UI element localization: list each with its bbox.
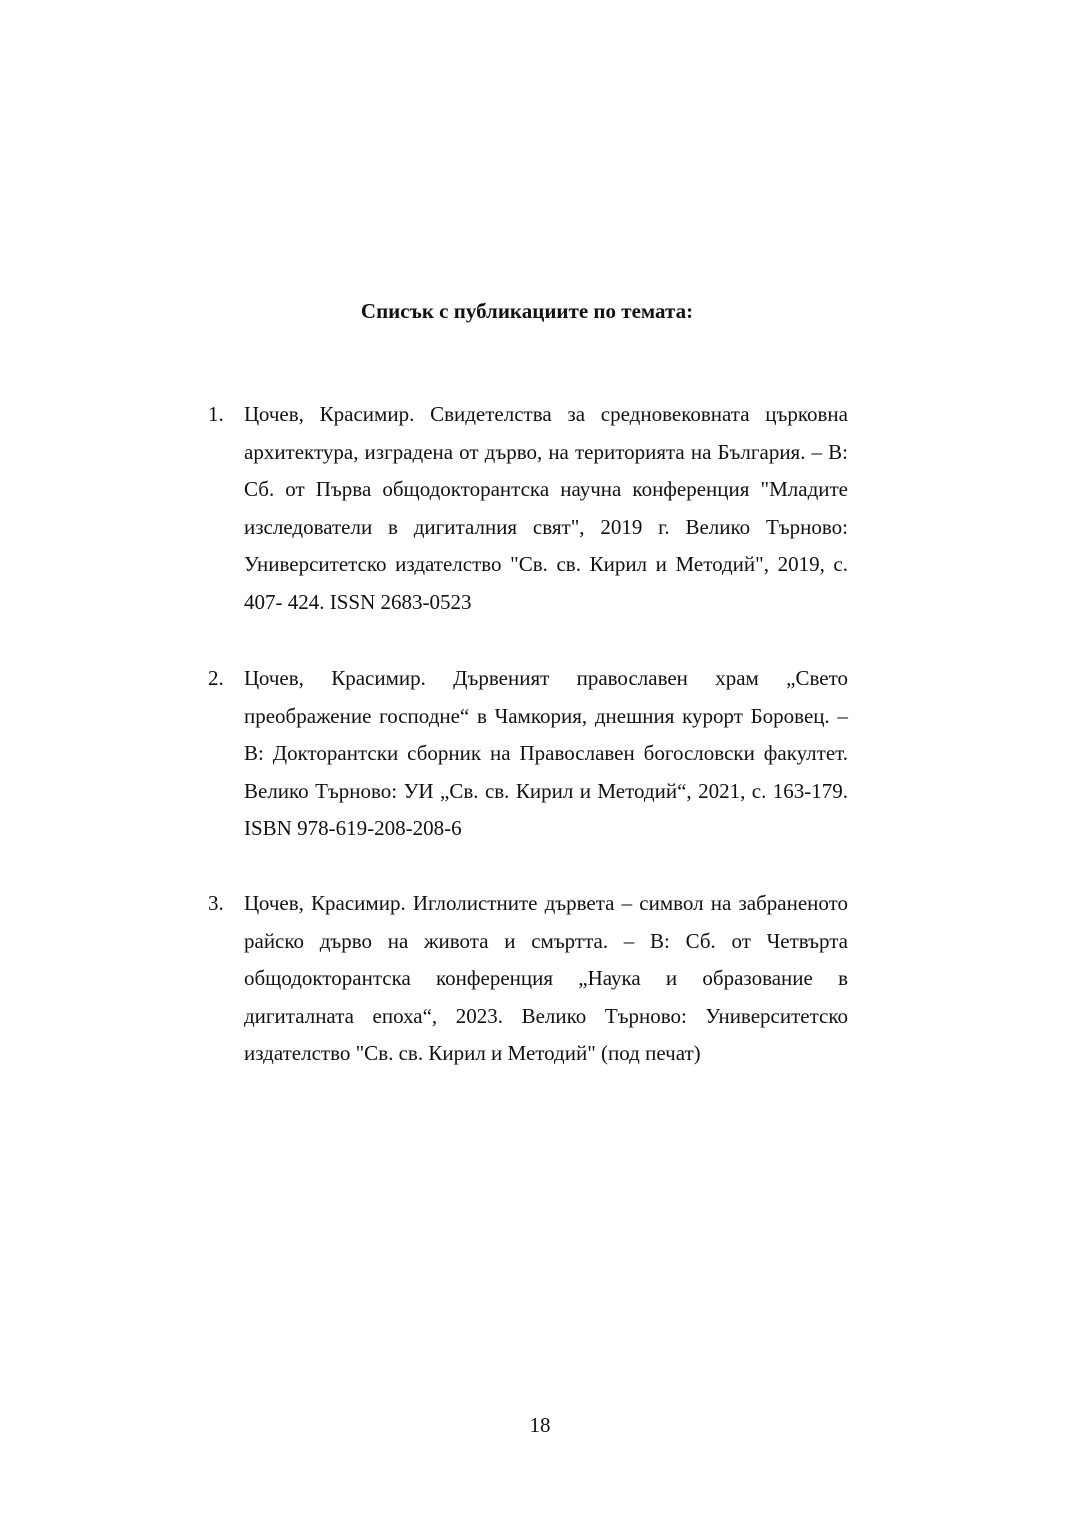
page-number: 18 <box>529 1413 551 1437</box>
page-title: Списък с публикациите по темата: <box>360 299 694 323</box>
publication-number: 3. <box>208 891 224 915</box>
publication-item <box>200 396 848 621</box>
publication-citation: Цочев, Красимир. Свидетелства за средновековната църковна архитектура, изградена от дърво, на територията на България. – В: Сб. от Първа общодокторантска научна конференция "Младите изследователи в дигиталния свят", 2019 г. Велико Търново: Университетско издателство "Св. св. Кирил и Методий", 2019, с. 407- 424. ISSN 2683-0523 <box>244 402 848 614</box>
publication-citation: Цочев, Красимир. Дървеният православен храм „Свето преображение господне“ в Чамкория, днешния курорт Боровец. – В: Докторантски сборник на Православен богословски факултет. Велико Търново: УИ „Св. св. Кирил и Методий“, 2021, с. 163-179. ISBN 978-619-208-208-6 <box>244 666 848 840</box>
publication-number: 2. <box>208 666 224 690</box>
publication-number: 1. <box>208 402 224 426</box>
publication-item <box>200 885 848 1073</box>
publication-item <box>200 660 848 848</box>
publication-citation: Цочев, Красимир. Иглолистните дървета – символ на забраненото райско дърво на живота и смъртта. – В: Сб. от Четвърта общодокторантска конференция „Наука и образование в дигиталната епоха“, 2023. Велико Търново: Университетско издателство "Св. св. Кирил и Методий" (под печат) <box>244 891 848 1065</box>
